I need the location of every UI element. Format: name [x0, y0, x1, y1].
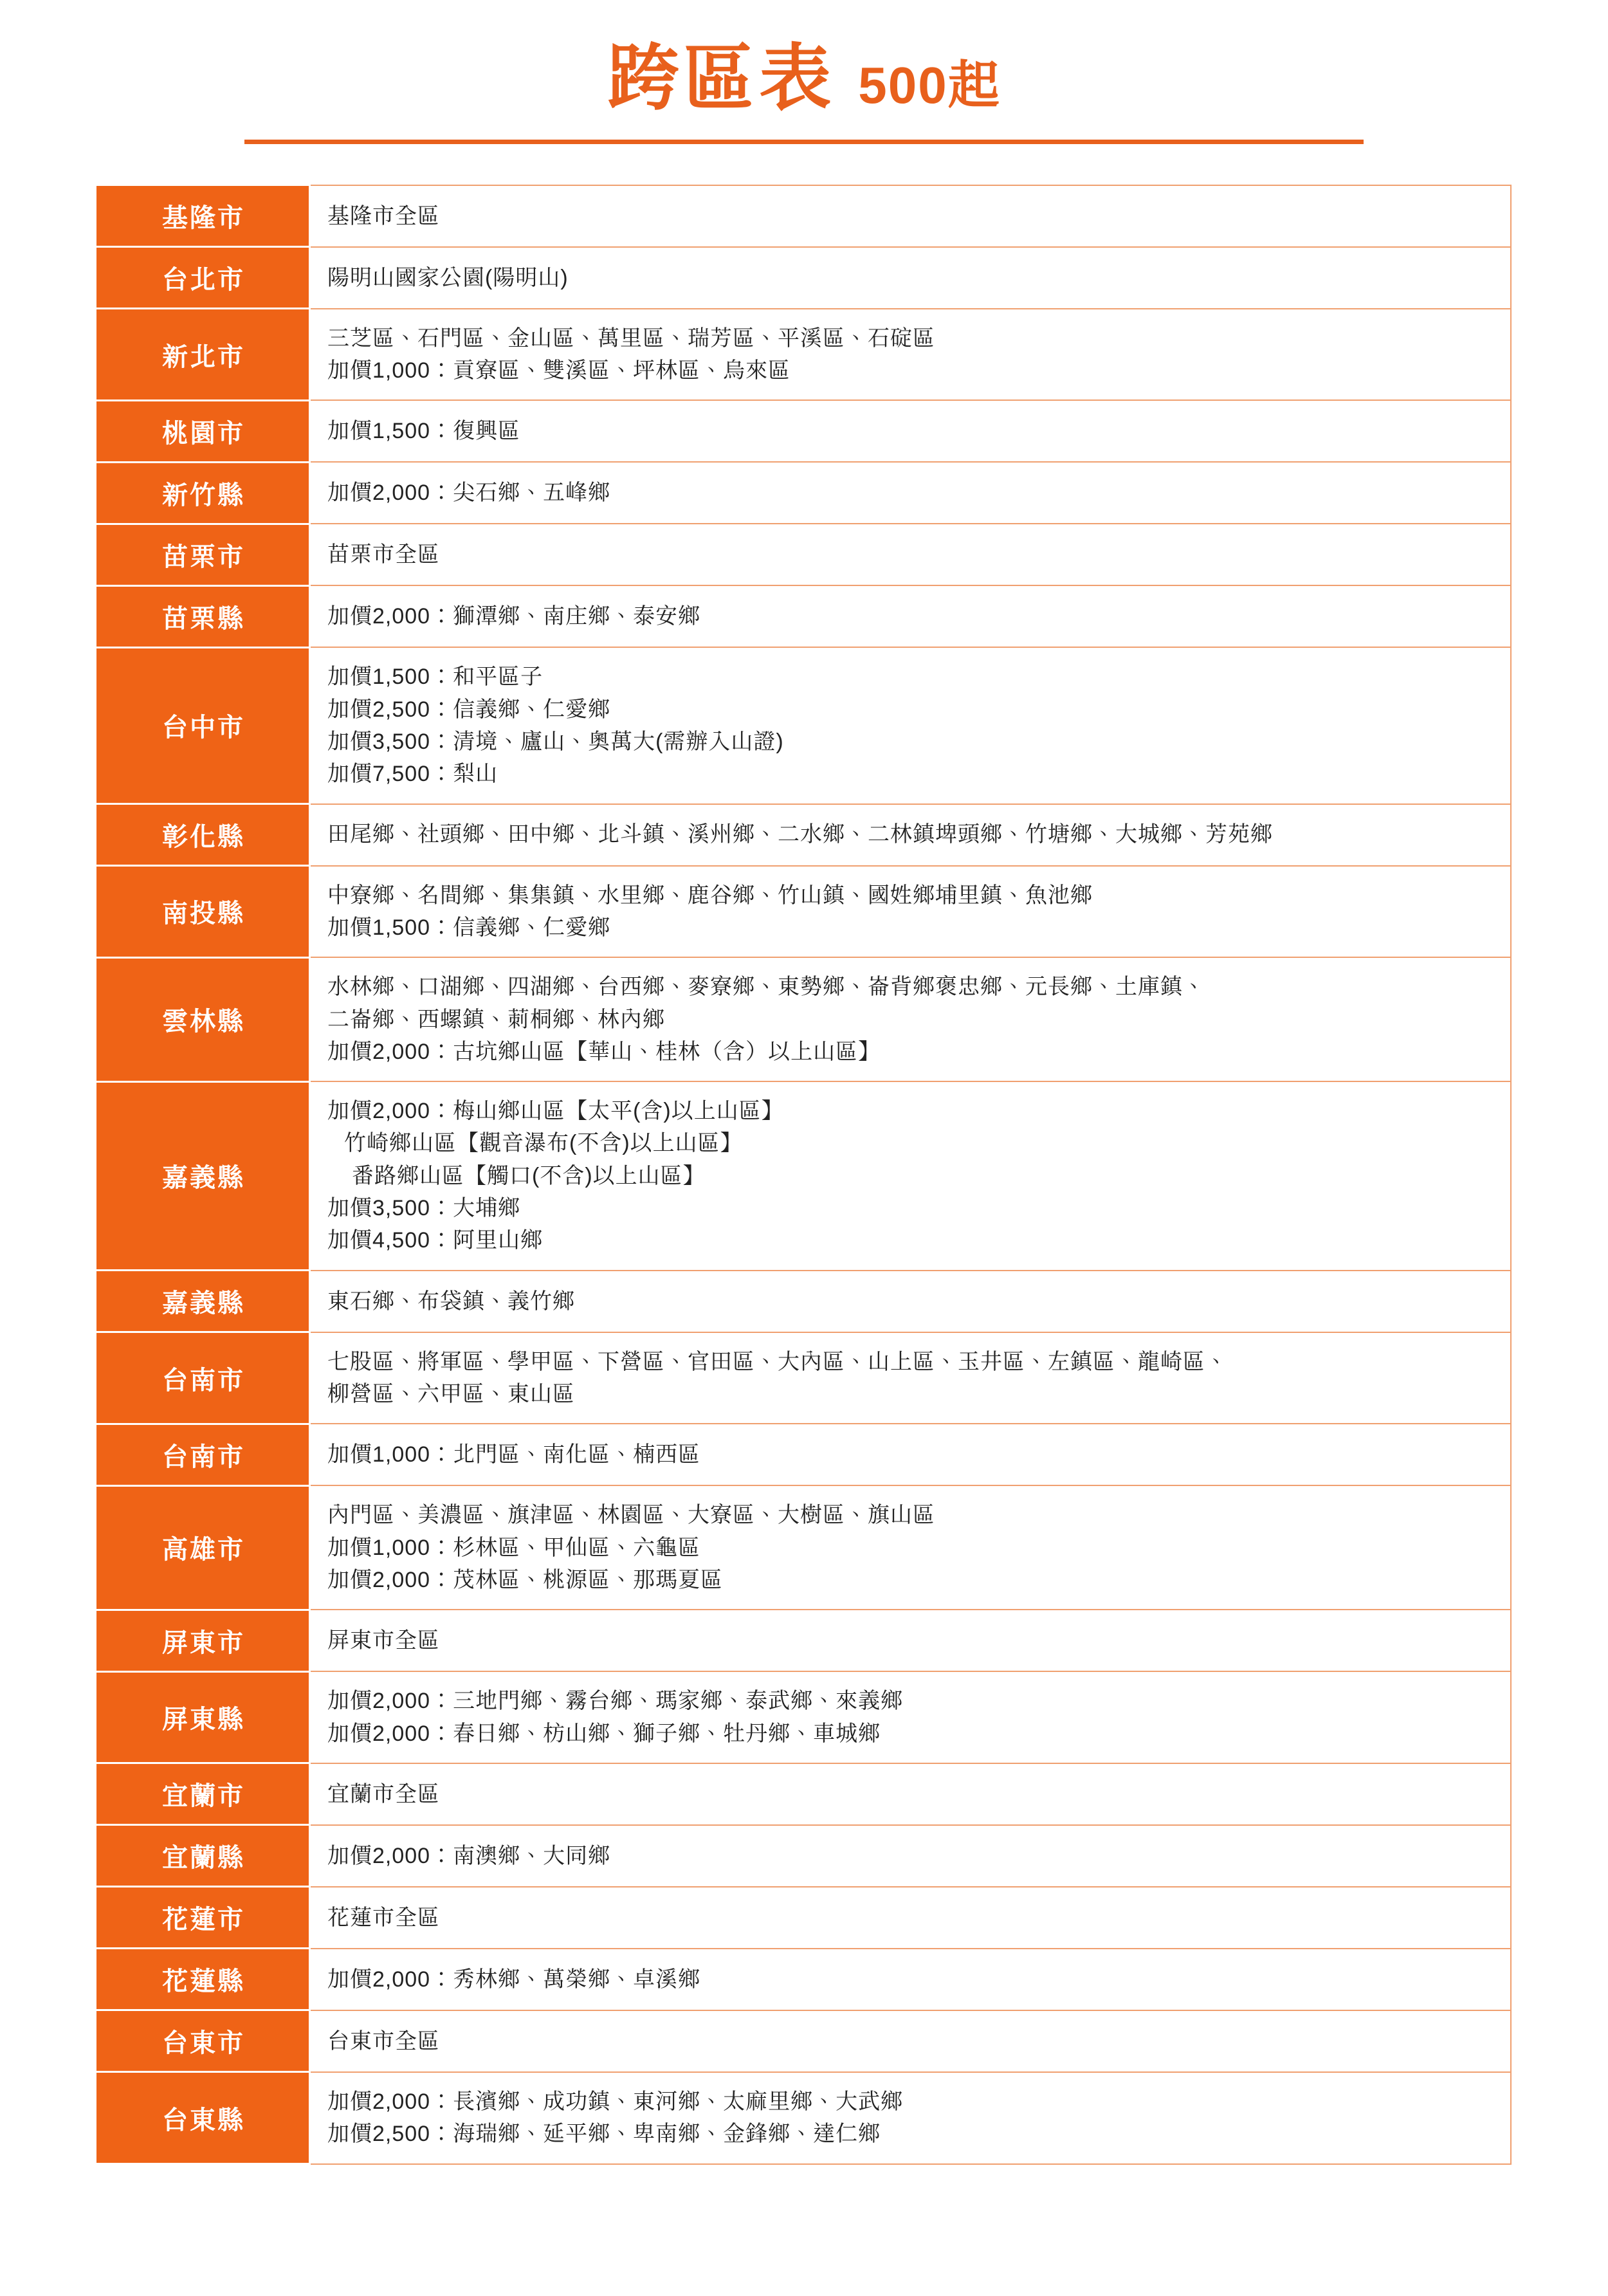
detail-line: 加價2,000：春日鄉、枋山鄉、獅子鄉、牡丹鄉、車城鄉 [327, 1721, 881, 1746]
region-label: 高雄市 [98, 1485, 310, 1610]
table-row [98, 647, 1512, 804]
detail-line: 柳營區、六甲區、東山區 [327, 1382, 575, 1406]
region-label: 台東市 [98, 2010, 310, 2072]
region-detail [310, 1949, 1512, 2010]
region-label: 屏東市 [98, 1610, 310, 1671]
detail-line: 苗栗市全區 [327, 542, 440, 567]
region-label: 雲林縣 [98, 957, 310, 1081]
title-row [96, 39, 1512, 118]
region-detail [310, 1271, 1512, 1332]
table-body [98, 185, 1512, 2164]
detail-line: 陽明山國家公園(陽明山) [327, 265, 569, 290]
detail-line: 加價4,500：阿里山鄉 [327, 1228, 544, 1253]
table-row [98, 1271, 1512, 1332]
region-label: 基隆市 [98, 185, 310, 247]
table-row [98, 400, 1512, 462]
table-row [98, 1610, 1512, 1671]
detail-line: 三芝區、石門區、金山區、萬里區、瑞芳區、平溪區、石碇區 [327, 326, 935, 351]
table-row [98, 1332, 1512, 1424]
region-label: 台北市 [98, 247, 310, 309]
detail-line: 二崙鄉、西螺鎮、莿桐鄉、林內鄉 [327, 1007, 665, 1032]
region-detail [310, 309, 1512, 401]
region-label: 彰化縣 [98, 804, 310, 866]
detail-line: 花蓮市全區 [327, 1905, 440, 1930]
region-label: 苗栗市 [98, 524, 310, 585]
detail-line: 加價2,000：梅山鄉山區【太平(含)以上山區】 [327, 1099, 784, 1124]
detail-line: 加價2,000：尖石鄉、五峰鄉 [327, 481, 611, 506]
detail-line: 加價2,000：茂林區、桃源區、那瑪夏區 [327, 1567, 724, 1592]
region-label: 宜蘭縣 [98, 1825, 310, 1887]
region-label: 南投縣 [98, 866, 310, 958]
detail-line: 基隆市全區 [327, 203, 440, 228]
detail-line: 番路鄉山區【觸口(不含)以上山區】 [352, 1163, 706, 1188]
region-detail [310, 2072, 1512, 2164]
table-row [98, 1081, 1512, 1271]
detail-line: 加價1,500：信義鄉、仁愛鄉 [327, 915, 611, 940]
detail-line: 內門區、美濃區、旗津區、林園區、大寮區、大樹區、旗山區 [327, 1503, 935, 1528]
region-label: 台南市 [98, 1424, 310, 1485]
detail-line: 加價3,500：清境、廬山、奧萬大(需辦入山證) [327, 729, 784, 754]
detail-line: 加價7,500：梨山 [327, 762, 498, 787]
region-detail [310, 1332, 1512, 1424]
detail-line: 田尾鄉、社頭鄉、田中鄉、北斗鎮、溪州鄉、二水鄉、二林鎮埤頭鄉、竹塘鄉、大城鄉、芳苑鄉 [327, 822, 1273, 847]
detail-line: 加價2,000：秀林鄉、萬榮鄉、卓溪鄉 [327, 1967, 701, 1992]
detail-line: 加價2,500：海瑞鄉、延平鄉、卑南鄉、金鋒鄉、達仁鄉 [327, 2122, 881, 2147]
table-row [98, 1763, 1512, 1825]
title-divider [244, 140, 1364, 144]
detail-line: 水林鄉、口湖鄉、四湖鄉、台西鄉、麥寮鄉、東勢鄉、崙背鄉褒忠鄉、元長鄉、土庫鎮、 [327, 975, 1205, 1000]
page-header [96, 0, 1512, 144]
region-detail [310, 866, 1512, 958]
detail-line: 加價1,000：北門區、南化區、楠西區 [327, 1442, 701, 1467]
table-row [98, 2072, 1512, 2164]
table-row [98, 1424, 1512, 1485]
region-label: 台東縣 [98, 2072, 310, 2164]
region-detail [310, 1887, 1512, 1949]
page-title-price: 500起 [858, 57, 1001, 114]
region-detail [310, 804, 1512, 866]
table-row [98, 2010, 1512, 2072]
table-row [98, 1949, 1512, 2010]
region-detail [310, 2010, 1512, 2072]
detail-line: 加價2,000：獅潭鄉、南庄鄉、泰安鄉 [327, 604, 701, 629]
region-detail [310, 524, 1512, 585]
region-detail [310, 400, 1512, 462]
region-label: 桃園市 [98, 400, 310, 462]
cross-region-table [96, 184, 1512, 2165]
region-label: 花蓮市 [98, 1887, 310, 1949]
region-detail [310, 585, 1512, 647]
table-row [98, 309, 1512, 401]
table-row [98, 185, 1512, 247]
detail-line: 中寮鄉、名間鄉、集集鎮、水里鄉、鹿谷鄉、竹山鎮、國姓鄉埔里鎮、魚池鄉 [327, 883, 1093, 908]
region-detail [310, 247, 1512, 309]
detail-line: 加價1,000：杉林區、甲仙區、六龜區 [327, 1535, 701, 1560]
detail-line: 加價2,000：三地門鄉、霧台鄉、瑪家鄉、泰武鄉、來義鄉 [327, 1689, 904, 1714]
detail-line: 台東市全區 [327, 2028, 440, 2053]
table-row [98, 462, 1512, 524]
detail-line: 加價2,500：信義鄉、仁愛鄉 [327, 697, 611, 722]
region-label: 嘉義縣 [98, 1271, 310, 1332]
table-row [98, 1671, 1512, 1763]
region-detail [310, 1485, 1512, 1610]
detail-line: 加價2,000：南澳鄉、大同鄉 [327, 1843, 611, 1868]
detail-line: 加價1,000：貢寮區、雙溪區、坪林區、烏來區 [327, 358, 791, 383]
region-label: 新竹縣 [98, 462, 310, 524]
detail-line: 東石鄉、布袋鎮、義竹鄉 [327, 1289, 575, 1314]
detail-line: 加價2,000：長濱鄉、成功鎮、東河鄉、太麻里鄉、大武鄉 [327, 2089, 904, 2114]
region-label: 花蓮縣 [98, 1949, 310, 2010]
region-label: 新北市 [98, 309, 310, 401]
region-detail [310, 1825, 1512, 1887]
region-label: 苗栗縣 [98, 585, 310, 647]
detail-line: 加價1,500：復興區 [327, 419, 521, 444]
detail-line: 屏東市全區 [327, 1628, 440, 1653]
detail-line: 七股區、將軍區、學甲區、下營區、官田區、大內區、山上區、玉井區、左鎮區、龍崎區、 [327, 1349, 1228, 1374]
region-label: 嘉義縣 [98, 1081, 310, 1271]
region-label: 屏東縣 [98, 1671, 310, 1763]
region-detail [310, 462, 1512, 524]
detail-line: 加價2,000：古坑鄉山區【華山、桂林（含）以上山區】 [327, 1039, 881, 1064]
region-detail [310, 1610, 1512, 1671]
table-row [98, 247, 1512, 309]
table-row [98, 957, 1512, 1081]
table-row [98, 866, 1512, 958]
table-row [98, 1485, 1512, 1610]
region-label: 台中市 [98, 647, 310, 804]
table-row [98, 804, 1512, 866]
detail-line: 加價1,500：和平區子 [327, 665, 544, 690]
region-label: 宜蘭市 [98, 1763, 310, 1825]
region-label: 台南市 [98, 1332, 310, 1424]
detail-line: 宜蘭市全區 [327, 1781, 440, 1806]
region-detail [310, 185, 1512, 247]
region-detail [310, 1671, 1512, 1763]
region-detail [310, 957, 1512, 1081]
region-detail [310, 1424, 1512, 1485]
region-detail [310, 647, 1512, 804]
table-row [98, 585, 1512, 647]
page-title: 跨區表 [607, 38, 836, 118]
table-row [98, 1887, 1512, 1949]
table-row [98, 524, 1512, 585]
table-row [98, 1825, 1512, 1887]
region-detail [310, 1081, 1512, 1271]
detail-line: 竹崎鄉山區【觀音瀑布(不含)以上山區】 [344, 1131, 743, 1156]
region-detail [310, 1763, 1512, 1825]
detail-line: 加價3,500：大埔鄉 [327, 1196, 521, 1221]
